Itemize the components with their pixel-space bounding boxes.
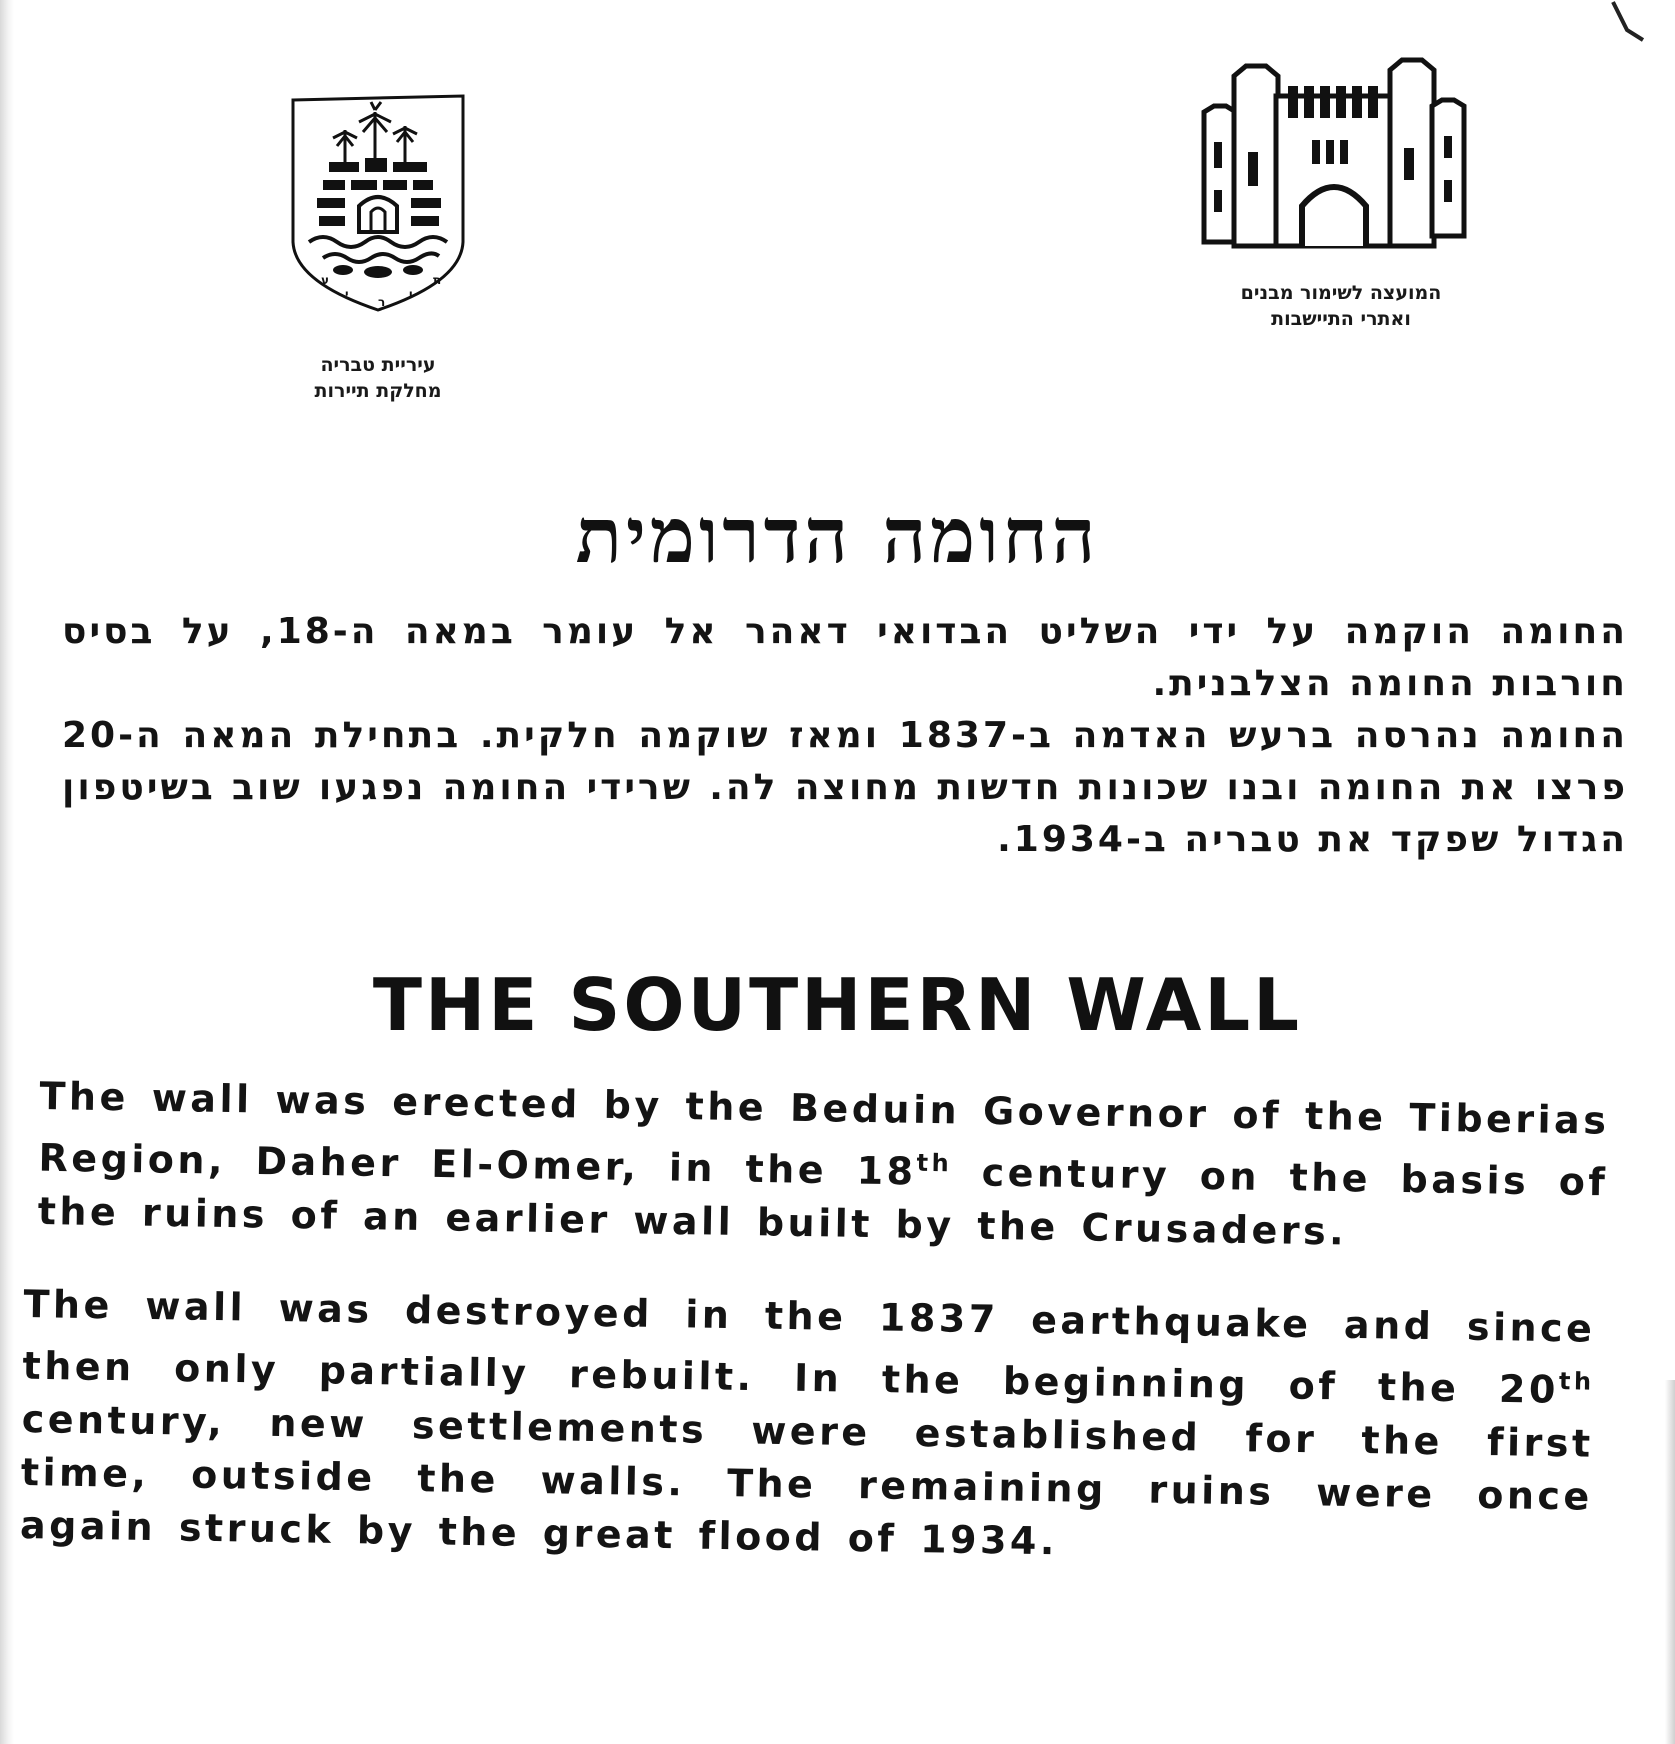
castle-gate-icon bbox=[1196, 56, 1486, 256]
right-logo-caption bbox=[1196, 280, 1486, 332]
left-logo-caption bbox=[283, 352, 473, 404]
english-p2-ordinal: th bbox=[1558, 1367, 1595, 1396]
hebrew-title: החומה הדרומית bbox=[575, 491, 1100, 580]
tiberias-coat-of-arms-icon bbox=[283, 92, 473, 314]
english-paragraph-1 bbox=[37, 1070, 1609, 1262]
english-p2-text-start: The wall was destroyed in the 1837 earthquake and since then only partially rebuilt. In the beginning of the 20 bbox=[22, 1281, 1596, 1412]
svg-text:י: י bbox=[409, 287, 413, 301]
svg-text:ר: ר bbox=[378, 295, 386, 309]
svg-text:ע: ע bbox=[321, 273, 329, 287]
left-logo-caption-line2: מחלקת תיירות bbox=[314, 380, 442, 402]
svg-text:י: י bbox=[345, 287, 349, 301]
english-p2-text-end: century, new settlements were established for the first time, outside the walls. The remaining ruins were once again struck by the great flood of 1934. bbox=[19, 1396, 1594, 1563]
right-logo-caption-line2: ואתרי התיישבות bbox=[1271, 308, 1411, 330]
english-p1-text-start: The wall was erected by the Beduin Governor of the Tiberias Region, Daher El-Omer, in the 18 bbox=[38, 1073, 1610, 1194]
page-edge-shadow-right bbox=[1665, 1380, 1675, 1744]
english-p1-text-end: century on the basis of the ruins of an earlier wall built by the Crusaders. bbox=[37, 1149, 1609, 1254]
left-logo-caption-line1: עיריית טבריה bbox=[320, 354, 436, 376]
right-logo-caption-line1: המועצה לשימור מבנים bbox=[1240, 282, 1442, 304]
pen-mark-icon bbox=[1609, 0, 1649, 44]
english-title: THE SOUTHERN WALL bbox=[372, 963, 1303, 1047]
preservation-council-logo bbox=[1196, 56, 1486, 336]
english-paragraph-2 bbox=[20, 1278, 1596, 1576]
hebrew-paragraph-2: החומה נהרסה ברעש האדמה ב-1837 ומאז שוקמה חלקית. בתחילת המאה ה-20 פרצו את החומה ובנו שכונות חדשות מחוצה לה. שרידי החומה נפגעו שוב בשיטפון הגדול שפקד את טבריה ב-1934. bbox=[62, 715, 1628, 860]
tiberias-municipality-logo bbox=[283, 92, 473, 402]
hebrew-body bbox=[62, 606, 1628, 866]
hebrew-paragraph-1: החומה הוקמה על ידי השליט הבדואי דאהר אל עומר במאה ה-18, על בסיס חורבות החומה הצלבנית. bbox=[62, 611, 1628, 704]
english-p1-ordinal: th bbox=[916, 1148, 953, 1178]
page-edge-shadow bbox=[0, 0, 14, 1744]
svg-text:ת: ת bbox=[433, 273, 442, 287]
